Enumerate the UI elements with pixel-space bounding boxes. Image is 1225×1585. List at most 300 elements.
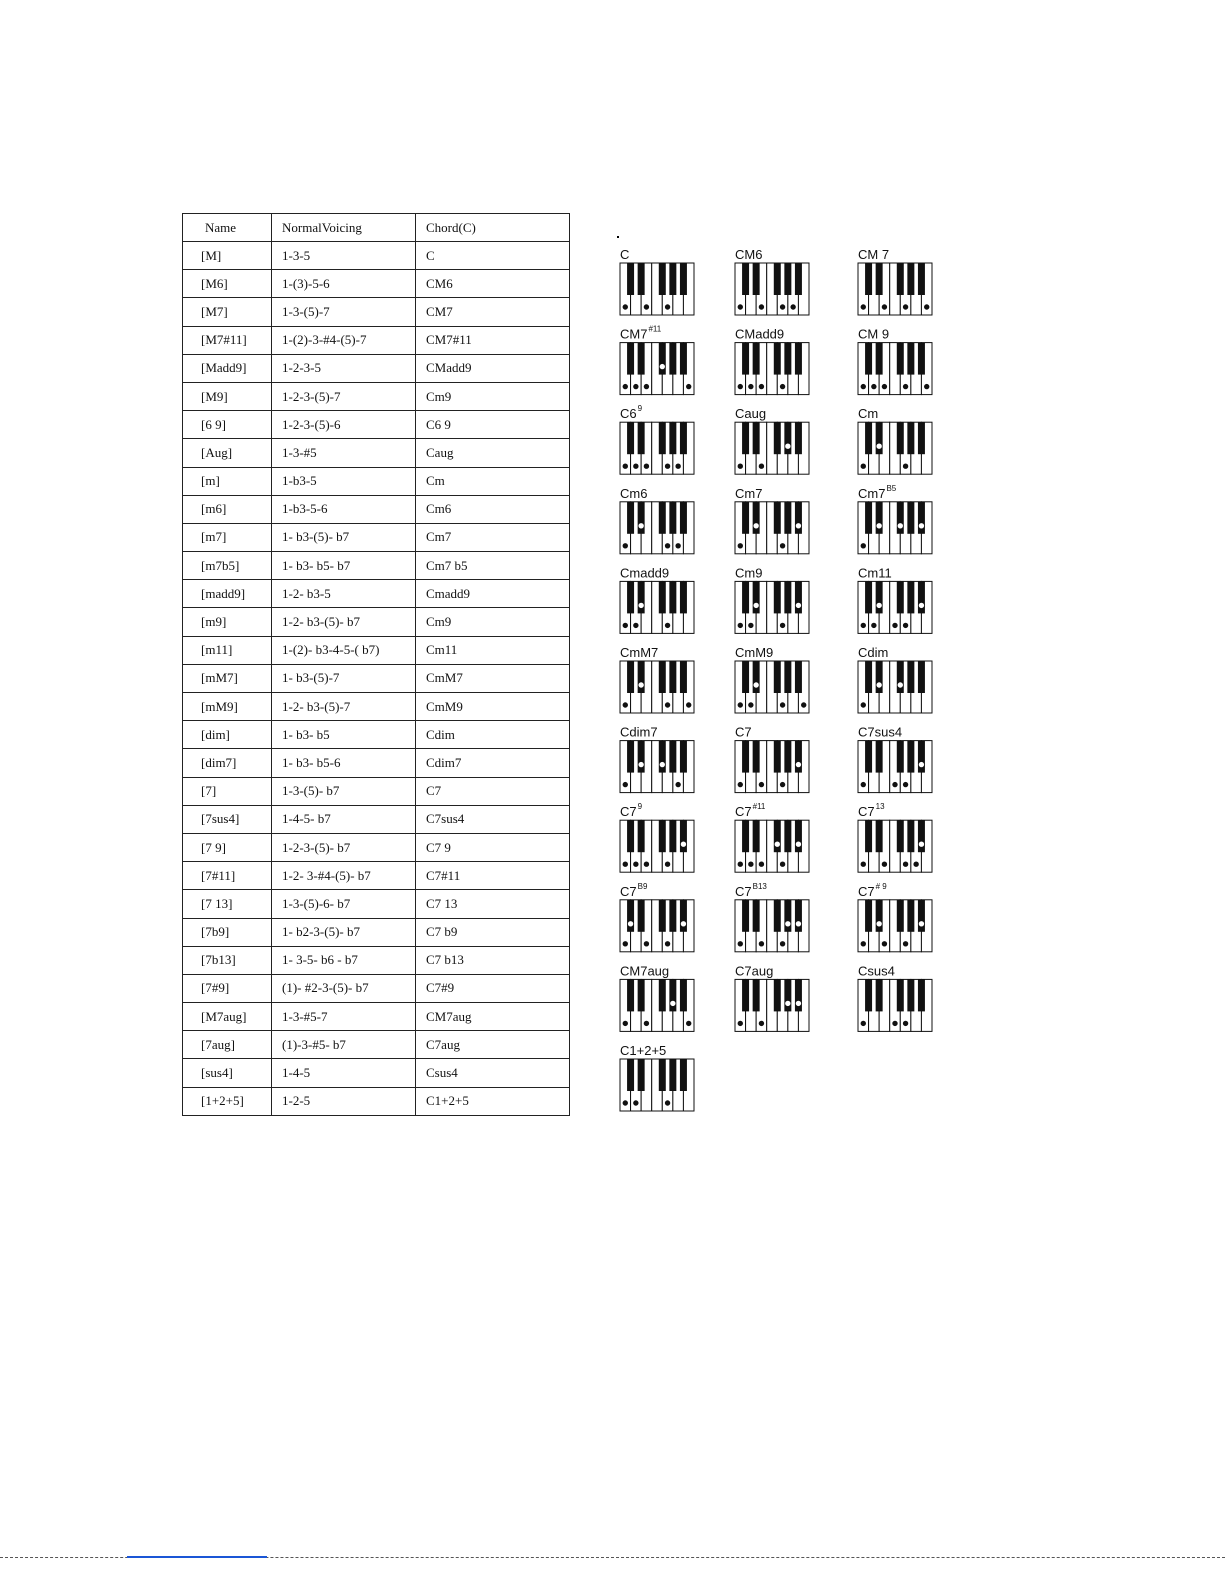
- chord-diagram-label: Cm11: [858, 565, 892, 581]
- note-dot: [791, 305, 795, 309]
- chord-diagram-label: C6: [620, 406, 637, 422]
- cell-normal-voicing: 1-2-5: [272, 1087, 416, 1115]
- white-key: [767, 502, 778, 554]
- table-row: [183, 693, 570, 721]
- white-key: [631, 343, 642, 395]
- table-row: [183, 523, 570, 551]
- note-dot: [687, 703, 691, 707]
- cell-name: [m11]: [183, 636, 272, 664]
- white-key: [879, 422, 890, 474]
- black-key: [669, 820, 676, 852]
- cell-normal-voicing: (1)-3-#5- b7: [272, 1031, 416, 1059]
- white-key: [652, 343, 663, 395]
- cell-chord: Caug: [416, 439, 570, 467]
- white-key: [641, 741, 652, 793]
- white-key: [631, 1059, 642, 1111]
- chord-diagram: [620, 802, 694, 872]
- black-key: [638, 979, 645, 1011]
- note-dot: [749, 703, 753, 707]
- white-key: [673, 661, 684, 713]
- note-dot: [681, 922, 685, 926]
- black-key: [659, 422, 666, 454]
- black-key: [795, 263, 802, 295]
- black-key: [659, 820, 666, 852]
- black-key: [907, 343, 914, 375]
- black-key: [669, 1059, 676, 1091]
- note-dot: [623, 1021, 627, 1025]
- note-dot: [623, 623, 627, 627]
- white-key: [869, 741, 880, 793]
- table-row: [183, 439, 570, 467]
- white-key: [683, 263, 694, 315]
- header-chord: Chord(C): [416, 214, 570, 242]
- note-dot: [671, 1001, 675, 1005]
- black-key: [784, 741, 791, 773]
- white-key: [767, 581, 778, 633]
- white-key: [767, 422, 778, 474]
- white-key: [869, 422, 880, 474]
- white-key: [631, 502, 642, 554]
- cell-normal-voicing: 1-3-#5-7: [272, 1003, 416, 1031]
- white-key: [746, 979, 757, 1031]
- white-key: [662, 263, 673, 315]
- cell-normal-voicing: 1-2- b3-(5)- b7: [272, 608, 416, 636]
- black-key: [627, 900, 634, 932]
- chord-diagram-superscript: B5: [886, 483, 897, 493]
- white-key: [620, 422, 631, 474]
- note-dot: [634, 1101, 638, 1105]
- note-dot: [786, 444, 790, 448]
- cell-chord: CM7#11: [416, 326, 570, 354]
- note-dot: [639, 524, 643, 528]
- black-key: [918, 900, 925, 932]
- white-key: [767, 820, 778, 872]
- note-dot: [738, 1021, 742, 1025]
- white-key: [756, 263, 767, 315]
- black-key: [907, 900, 914, 932]
- white-key: [756, 581, 767, 633]
- chord-diagram: [620, 1043, 694, 1111]
- note-dot: [796, 524, 800, 528]
- white-key: [900, 343, 911, 395]
- white-key: [735, 422, 746, 474]
- black-key: [897, 263, 904, 295]
- black-key: [784, 263, 791, 295]
- white-key: [683, 1059, 694, 1111]
- white-key: [921, 581, 932, 633]
- white-key: [858, 502, 869, 554]
- black-key: [680, 1059, 687, 1091]
- white-key: [756, 979, 767, 1031]
- black-key: [865, 502, 872, 534]
- black-key: [680, 900, 687, 932]
- note-dot: [903, 464, 907, 468]
- white-key: [879, 741, 890, 793]
- white-key: [858, 900, 869, 952]
- black-key: [680, 979, 687, 1011]
- cell-chord: Cm7: [416, 523, 570, 551]
- black-key: [669, 502, 676, 534]
- black-key: [638, 343, 645, 375]
- cell-chord: C7 b13: [416, 946, 570, 974]
- black-key: [638, 581, 645, 613]
- black-key: [742, 900, 749, 932]
- white-key: [652, 900, 663, 952]
- chord-diagram: [858, 725, 932, 793]
- note-dot: [644, 305, 648, 309]
- white-key: [673, 979, 684, 1031]
- note-dot: [623, 862, 627, 866]
- note-dot: [882, 942, 886, 946]
- black-key: [638, 422, 645, 454]
- cell-normal-voicing: 1- b3-(5)-7: [272, 664, 416, 692]
- note-dot: [780, 384, 784, 388]
- table-body: [183, 242, 570, 1116]
- table-row: [183, 664, 570, 692]
- black-key: [897, 820, 904, 852]
- note-dot: [796, 603, 800, 607]
- cell-chord: CM7: [416, 298, 570, 326]
- white-key: [788, 900, 799, 952]
- chord-diagram-label: C1+2+5: [620, 1043, 667, 1058]
- black-key: [774, 741, 781, 773]
- black-key: [865, 343, 872, 375]
- note-dot: [754, 603, 758, 607]
- white-key: [767, 661, 778, 713]
- black-key: [795, 820, 802, 852]
- note-dot: [623, 1101, 627, 1105]
- cell-name: [dim]: [183, 721, 272, 749]
- white-key: [798, 581, 809, 633]
- white-key: [900, 263, 911, 315]
- note-dot: [676, 782, 680, 786]
- table-row: [183, 242, 570, 270]
- note-dot: [877, 524, 881, 528]
- white-key: [900, 820, 911, 872]
- black-key: [897, 422, 904, 454]
- cell-chord: C1+2+5: [416, 1087, 570, 1115]
- white-key: [620, 661, 631, 713]
- black-key: [753, 502, 760, 534]
- cell-name: [mM7]: [183, 664, 272, 692]
- note-dot: [919, 524, 923, 528]
- chord-diagram-label: Csus4: [858, 963, 895, 979]
- note-dot: [861, 384, 865, 388]
- chord-diagram-label: Cm6: [620, 485, 648, 501]
- white-key: [735, 343, 746, 395]
- cell-normal-voicing: 1-b3-5: [272, 467, 416, 495]
- note-dot: [639, 762, 643, 766]
- black-key: [907, 820, 914, 852]
- cell-normal-voicing: 1-3-5: [272, 242, 416, 270]
- note-dot: [903, 384, 907, 388]
- white-key: [652, 502, 663, 554]
- cell-normal-voicing: 1-2-3-(5)-6: [272, 411, 416, 439]
- note-dot: [749, 623, 753, 627]
- white-key: [777, 422, 788, 474]
- table-row: [183, 636, 570, 664]
- cell-name: [M9]: [183, 382, 272, 410]
- black-key: [918, 661, 925, 693]
- white-key: [662, 422, 673, 474]
- white-key: [746, 661, 757, 713]
- cell-normal-voicing: 1- 3-5- b6 - b7: [272, 946, 416, 974]
- note-dot: [644, 942, 648, 946]
- black-key: [918, 581, 925, 613]
- black-key: [795, 581, 802, 613]
- note-dot: [676, 544, 680, 548]
- black-key: [669, 422, 676, 454]
- chord-diagram-label: Cm7: [858, 485, 886, 501]
- cell-name: [7#9]: [183, 974, 272, 1002]
- black-key: [774, 343, 781, 375]
- note-dot: [796, 1001, 800, 1005]
- table-row: [183, 1087, 570, 1115]
- chord-diagram: [620, 325, 694, 395]
- note-dot: [861, 623, 865, 627]
- note-dot: [628, 922, 632, 926]
- note-dot: [861, 862, 865, 866]
- black-key: [876, 581, 883, 613]
- white-key: [683, 343, 694, 395]
- note-dot: [759, 464, 763, 468]
- cell-name: [7 9]: [183, 833, 272, 861]
- black-key: [795, 979, 802, 1011]
- cell-normal-voicing: 1-4-5: [272, 1059, 416, 1087]
- table-row: [183, 1031, 570, 1059]
- white-key: [890, 741, 901, 793]
- cell-normal-voicing: 1-3-(5)-6- b7: [272, 890, 416, 918]
- white-key: [788, 820, 799, 872]
- note-dot: [780, 862, 784, 866]
- white-key: [921, 502, 932, 554]
- cell-name: [7b9]: [183, 918, 272, 946]
- table-row: [183, 862, 570, 890]
- note-dot: [665, 623, 669, 627]
- table-row: [183, 382, 570, 410]
- white-key: [673, 820, 684, 872]
- black-key: [638, 1059, 645, 1091]
- chord-diagram-label: C7: [620, 883, 637, 899]
- cell-name: [Madd9]: [183, 354, 272, 382]
- table-row: [183, 918, 570, 946]
- white-key: [662, 343, 673, 395]
- chord-diagram-superscript: 13: [875, 802, 885, 812]
- black-key: [627, 581, 634, 613]
- chord-diagram: [735, 406, 809, 474]
- black-key: [876, 661, 883, 693]
- note-dot: [687, 1021, 691, 1025]
- white-key: [641, 263, 652, 315]
- note-dot: [660, 364, 664, 368]
- chord-diagram-label: CmM9: [735, 645, 774, 660]
- chord-table: [182, 213, 570, 1116]
- white-key: [777, 502, 788, 554]
- note-dot: [877, 922, 881, 926]
- note-dot: [687, 384, 691, 388]
- black-key: [865, 900, 872, 932]
- note-dot: [919, 603, 923, 607]
- chord-diagram: [620, 247, 694, 315]
- black-key: [907, 661, 914, 693]
- black-key: [638, 820, 645, 852]
- white-key: [652, 422, 663, 474]
- black-key: [627, 422, 634, 454]
- note-dot: [893, 1021, 897, 1025]
- black-key: [907, 422, 914, 454]
- note-dot: [738, 782, 742, 786]
- black-key: [680, 422, 687, 454]
- note-dot: [623, 464, 627, 468]
- white-key: [662, 820, 673, 872]
- white-key: [735, 263, 746, 315]
- chord-diagram-superscript: B9: [637, 881, 648, 891]
- chord-diagram-label: C7sus4: [858, 724, 903, 740]
- table-row: [183, 411, 570, 439]
- white-key: [735, 979, 746, 1031]
- table-row: [183, 833, 570, 861]
- table-row: [183, 721, 570, 749]
- black-key: [865, 581, 872, 613]
- white-key: [631, 661, 642, 713]
- table-row: [183, 326, 570, 354]
- black-key: [918, 343, 925, 375]
- note-dot: [780, 305, 784, 309]
- cell-normal-voicing: 1-(3)-5-6: [272, 270, 416, 298]
- white-key: [788, 343, 799, 395]
- table-row: [183, 580, 570, 608]
- black-key: [784, 820, 791, 852]
- white-key: [911, 343, 922, 395]
- black-key: [753, 900, 760, 932]
- white-key: [890, 581, 901, 633]
- chord-diagram: [858, 484, 932, 554]
- white-key: [662, 1059, 673, 1111]
- cell-name: [sus4]: [183, 1059, 272, 1087]
- note-dot: [644, 464, 648, 468]
- black-key: [795, 661, 802, 693]
- note-dot: [759, 862, 763, 866]
- chord-diagram-label: C7aug: [735, 963, 774, 979]
- black-key: [659, 581, 666, 613]
- note-dot: [861, 703, 865, 707]
- cell-name: [M7aug]: [183, 1003, 272, 1031]
- chord-diagram-label: C7: [858, 883, 875, 899]
- cell-normal-voicing: 1-b3-5-6: [272, 495, 416, 523]
- black-key: [865, 979, 872, 1011]
- note-dot: [780, 544, 784, 548]
- white-key: [858, 263, 869, 315]
- cell-normal-voicing: 1-2-3-(5)- b7: [272, 833, 416, 861]
- white-key: [921, 820, 932, 872]
- white-key: [673, 422, 684, 474]
- note-dot: [872, 623, 876, 627]
- white-key: [767, 900, 778, 952]
- chord-diagram: [620, 486, 694, 554]
- note-dot: [759, 782, 763, 786]
- cell-chord: Csus4: [416, 1059, 570, 1087]
- black-key: [627, 661, 634, 693]
- note-dot: [738, 862, 742, 866]
- note-dot: [639, 683, 643, 687]
- black-key: [865, 422, 872, 454]
- white-key: [900, 900, 911, 952]
- black-key: [795, 741, 802, 773]
- black-key: [638, 263, 645, 295]
- black-key: [659, 900, 666, 932]
- cell-name: [7#11]: [183, 862, 272, 890]
- white-key: [756, 502, 767, 554]
- black-key: [659, 502, 666, 534]
- white-key: [777, 263, 788, 315]
- white-key: [683, 820, 694, 872]
- black-key: [659, 979, 666, 1011]
- chord-diagram: [735, 882, 809, 952]
- white-key: [890, 820, 901, 872]
- white-key: [683, 422, 694, 474]
- note-dot: [903, 862, 907, 866]
- white-key: [890, 502, 901, 554]
- table-row: [183, 890, 570, 918]
- white-key: [652, 741, 663, 793]
- note-dot: [759, 305, 763, 309]
- chord-diagram: [858, 802, 932, 872]
- black-key: [784, 422, 791, 454]
- black-key: [907, 979, 914, 1011]
- white-key: [620, 741, 631, 793]
- cell-chord: C7 9: [416, 833, 570, 861]
- white-key: [890, 979, 901, 1031]
- cell-chord: Cm9: [416, 382, 570, 410]
- white-key: [735, 661, 746, 713]
- note-dot: [665, 942, 669, 946]
- black-key: [907, 581, 914, 613]
- note-dot: [861, 305, 865, 309]
- black-key: [774, 581, 781, 613]
- note-dot: [898, 524, 902, 528]
- cell-name: [7b13]: [183, 946, 272, 974]
- chord-diagram-label: Cdim7: [620, 724, 658, 740]
- cell-name: [m7b5]: [183, 552, 272, 580]
- white-key: [735, 900, 746, 952]
- cell-name: [m7]: [183, 523, 272, 551]
- white-key: [921, 900, 932, 952]
- white-key: [890, 263, 901, 315]
- white-key: [683, 741, 694, 793]
- chord-diagram: [858, 565, 932, 633]
- note-dot: [780, 703, 784, 707]
- cell-name: [7sus4]: [183, 805, 272, 833]
- cell-name: [M6]: [183, 270, 272, 298]
- cell-normal-voicing: 1-3-(5)- b7: [272, 777, 416, 805]
- black-key: [669, 741, 676, 773]
- black-key: [897, 343, 904, 375]
- white-key: [890, 422, 901, 474]
- black-key: [659, 1059, 666, 1091]
- chord-diagram-label: C7: [620, 804, 637, 820]
- cell-chord: Cm11: [416, 636, 570, 664]
- white-key: [620, 820, 631, 872]
- white-key: [869, 581, 880, 633]
- black-key: [897, 900, 904, 932]
- cell-name: [m9]: [183, 608, 272, 636]
- white-key: [911, 820, 922, 872]
- white-key: [620, 581, 631, 633]
- white-key: [869, 661, 880, 713]
- chord-diagram-label: Cm7: [735, 485, 763, 501]
- chord-diagram: [620, 404, 694, 474]
- note-dot: [861, 1021, 865, 1025]
